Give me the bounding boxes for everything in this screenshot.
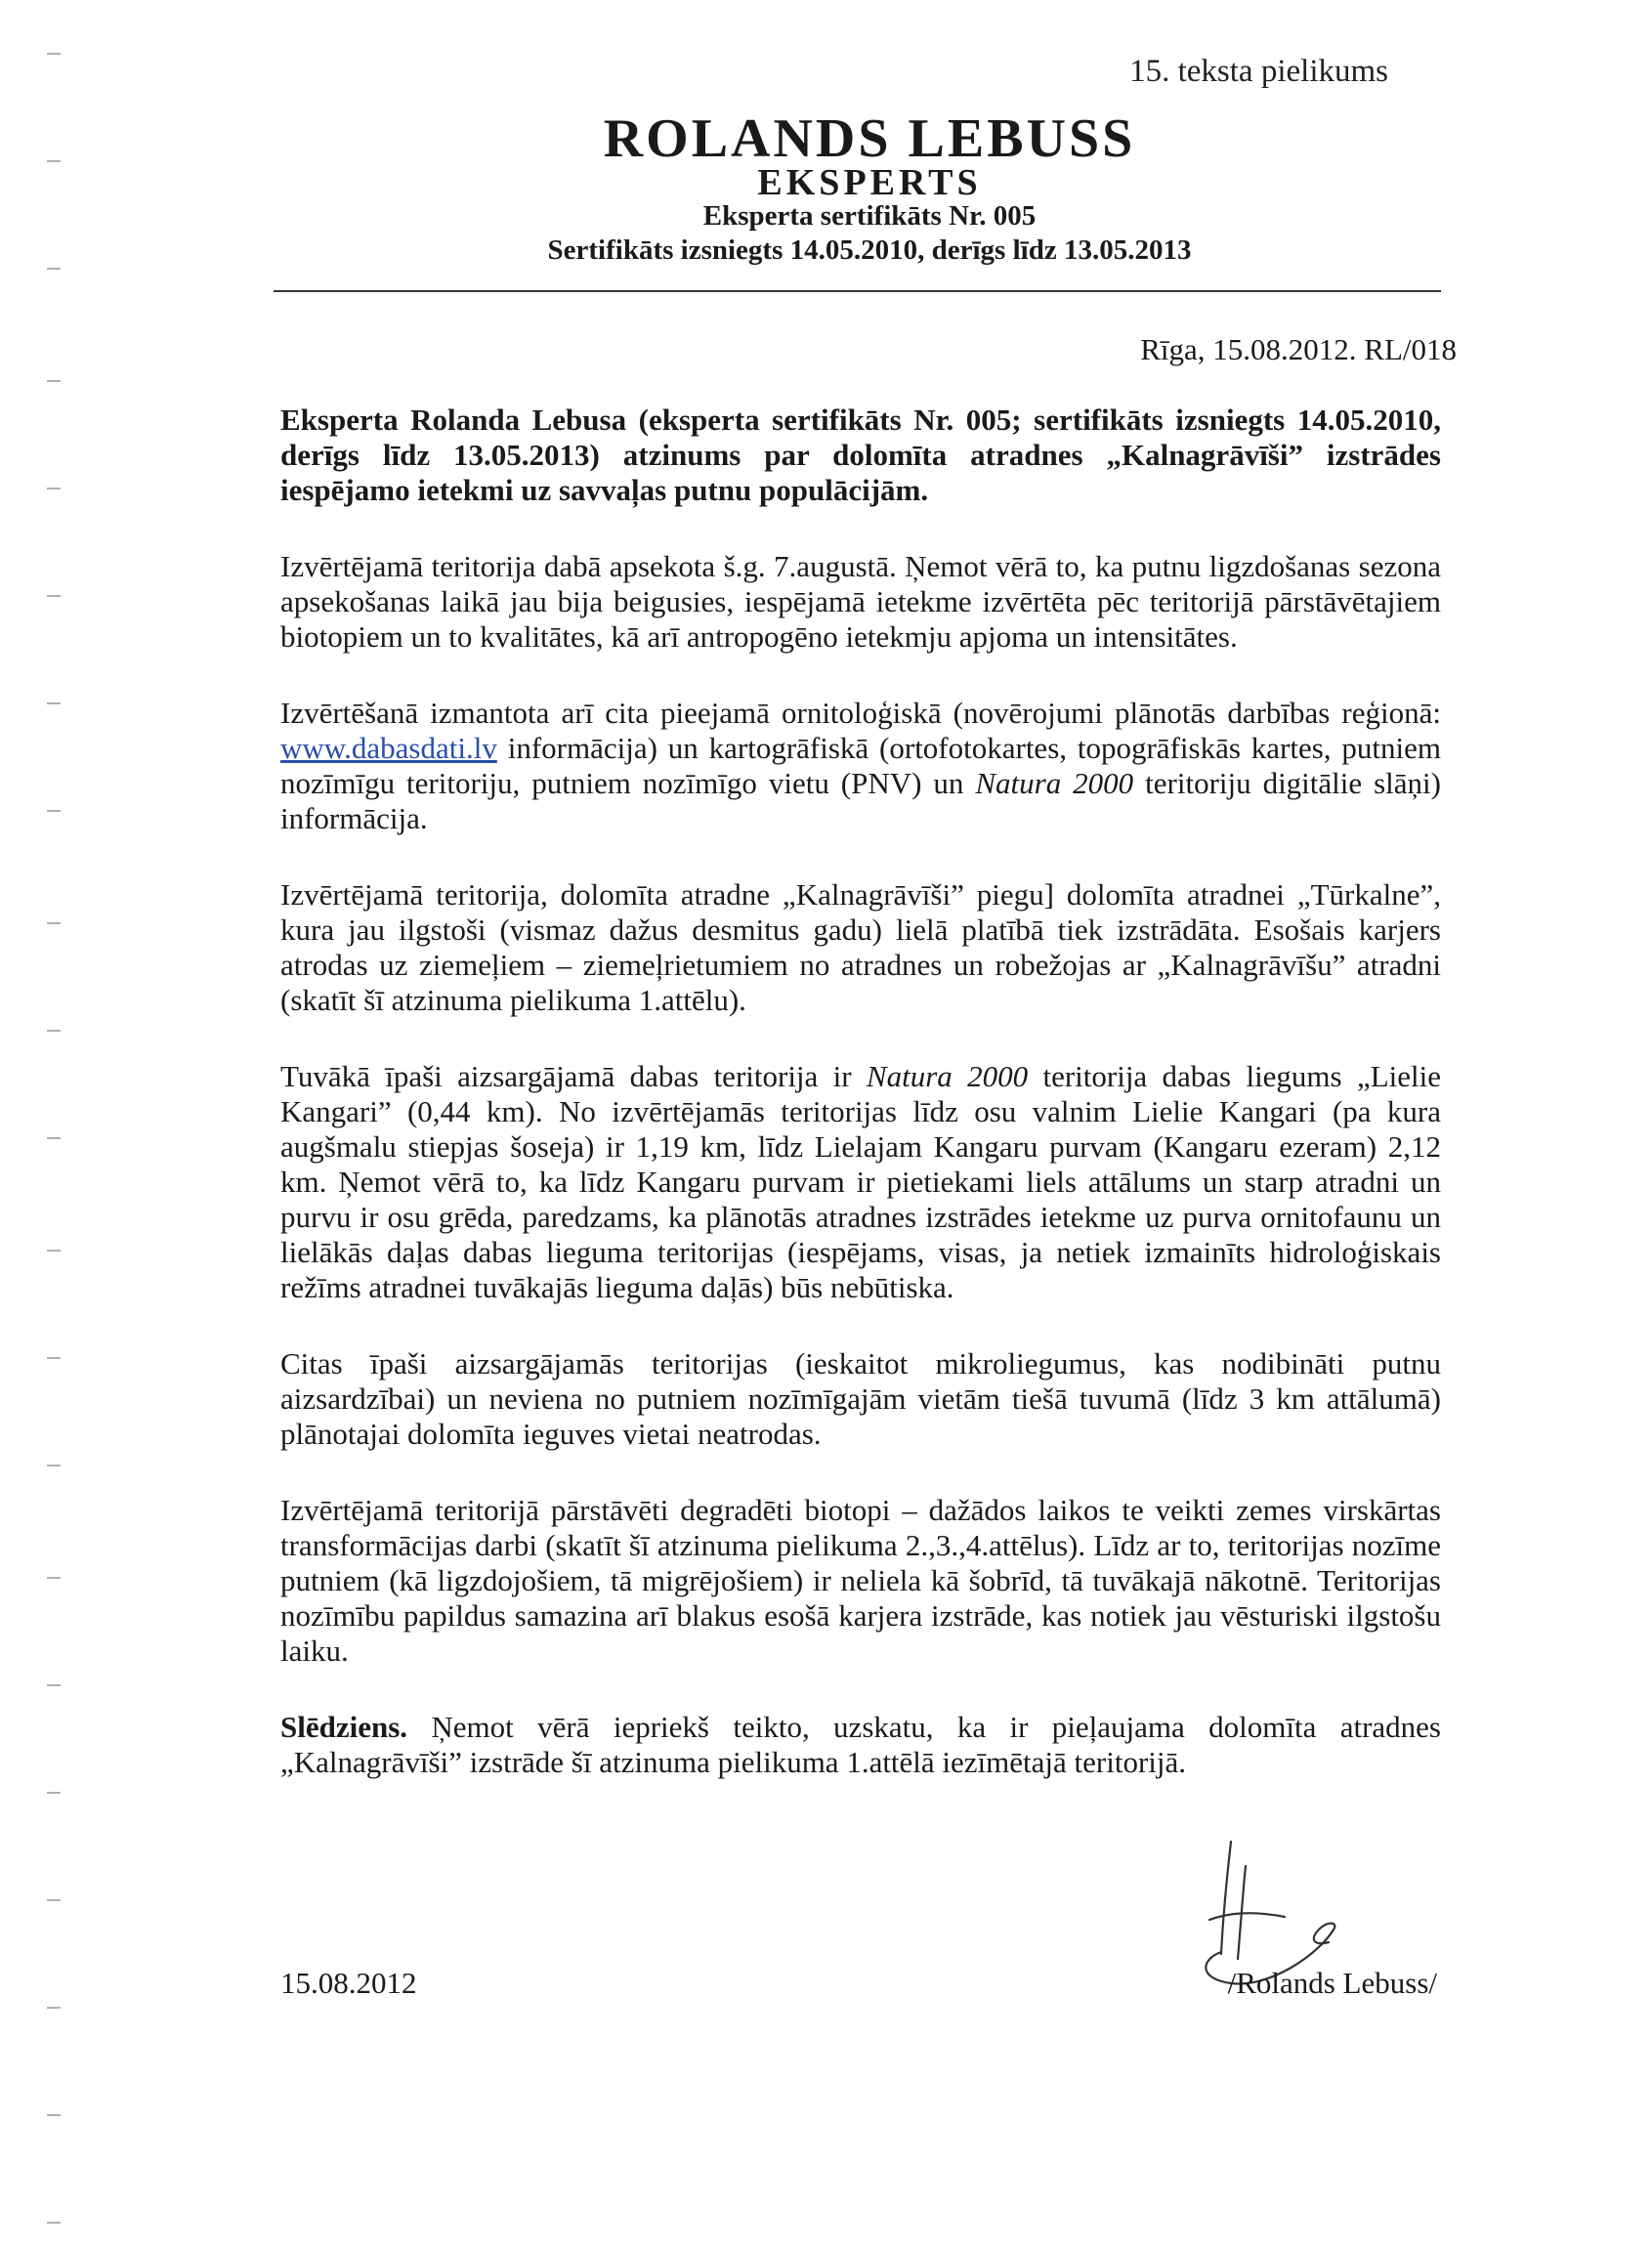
paragraph-other-areas: Citas īpaši aizsargājamās teritorijas (ieskaitot mikroliegumus, kas nodibināti putnu aizsardzībai) un neviena no putniem nozīmīgajām vietām tiešā tuvumā (līdz 3 km attālumā) plānotajai dolomīta ieguves vietai neatrodas.	[280, 1346, 1441, 1451]
paragraph-sources-text-2: informācija) un kartogrāfiskā (ortofotokartes, topogrāfiskās kartes, putniem nozīmīgu teritoriju, putniem nozīmīgo vietu (PNV) un	[280, 731, 1441, 800]
dabasdati-link[interactable]: www.dabasdati.lv	[280, 731, 497, 765]
signatory-name: /Rolands Lebuss/	[1227, 1966, 1437, 2000]
document-body	[280, 403, 1441, 1821]
paragraph-sources-text-1: Izvērtēšanā izmantota arī cita pieejamā ornitoloģiskā (novērojumi plānotās darbības reģionā:	[280, 696, 1441, 730]
paragraph-location: Izvērtējamā teritorija, dolomīta atradne „Kalnagrāvīši” piegu] dolomīta atradnei „Tūrkalne”, kura jau ilgstoši (vismaz dažus desmitus gadu) lielā platībā tiek izstrādāta. Esošais karjers atrodas uz ziemeļiem – ziemeļrietumiem no atradnes un robežojas ar „Kalnagrāvīšu” atradni (skatīt šī atzinuma pielikuma 1.attēlu).	[280, 877, 1441, 1017]
certificate-number: Eksperta sertifikāts Nr. 005	[702, 200, 1037, 232]
conclusion-text: Ņemot vērā iepriekš teikto, uzskatu, ka ir pieļaujama dolomīta atradnes „Kalnagrāvīši” izstrāde šī atzinuma pielikuma 1.attēlā iezīmētajā teritorijā.	[280, 1710, 1441, 1779]
natura-2000-label: Natura 2000	[975, 766, 1134, 800]
header-divider	[274, 290, 1441, 292]
appendix-label: 15. teksta pielikums	[1129, 54, 1388, 89]
paragraph-protected-text-2: teritorija dabas liegums „Lielie Kangari” (0,44 km). No izvērtējamās teritorijas līdz osu valnim Lielie Kangari (pa kura augšmalu stiepjas šoseja) ir 1,19 km, līdz Lielajam Kangaru purvam (Kangaru ezeram) 2,12 km. Ņemot vērā to, ka līdz Kangaru purvam ir pietiekami liels attālums un starp atradni un purvu ir osu grēda, paredzams, ka plānotās atradnes izstrādes ietekme uz purva ornitofaunu un lielākās daļas dabas lieguma teritorijas (iespējams, visas, ja netiek izmainīts hidroloģiskais režīms atradnei tuvākajās lieguma daļās) būs nebūtiska.	[280, 1059, 1442, 1304]
document-title: Eksperta Rolanda Lebusa (eksperta sertifikāts Nr. 005; sertifikāts izsniegts 14.05.2010, derīgs līdz 13.05.2013) atzinums par dolomīta atradnes „Kalnagrāvīši” izstrādes iespējamo ietekmi uz savvaļas putnu populācijām.	[280, 403, 1441, 507]
paragraph-protected-area	[280, 1059, 1441, 1305]
place-date-reference: Rīga, 15.08.2012. RL/018	[1140, 332, 1457, 366]
paragraph-survey: Izvērtējamā teritorija dabā apsekota š.g. 7.augustā. Ņemot vērā to, ka putnu ligzdošanas sezona apsekošanas laikā jau bija beigusies, iespējamā ietekme izvērtēta pēc teritorijā pārstāvētajiem biotopiem un to kvalitātes, kā arī antropogēno ietekmju apjoma un intensitātes.	[280, 549, 1441, 654]
natura-2000-label: Natura 2000	[866, 1059, 1029, 1093]
margin-tick-marks	[0, 0, 98, 2251]
paragraph-biotopes: Izvērtējamā teritorijā pārstāvēti degradēti biotopi – dažādos laikos te veikti zemes virskārtas transformācijas darbi (skatīt šī atzinuma pielikuma 2.,3.,4.attēlus). Līdz ar to, teritorijas nozīme putniem (kā ligzdojošiem, tā migrējošiem) ir neliela kā šobrīd, tā tuvākajā nākotnē. Teritorijas nozīmību papildus samazina arī blakus esošā karjera izstrāde, kas notiek jau vēsturiski ilgstošu laiku.	[280, 1493, 1441, 1668]
signature-date: 15.08.2012	[280, 1966, 417, 2000]
expert-name-heading: ROLANDS LEBUSS	[603, 108, 1136, 169]
conclusion-label: Slēdziens.	[280, 1710, 408, 1744]
paragraph-sources-text-3: teritoriju digitālie slāņi) informācija.	[280, 766, 1441, 835]
paragraph-protected-text-1: Tuvākā īpaši aizsargājamā dabas teritorija ir	[280, 1059, 867, 1093]
certificate-validity: Sertifikāts izsniegts 14.05.2010, derīgs līdz 13.05.2013	[547, 234, 1192, 266]
expert-role-heading: EKSPERTS	[757, 162, 982, 203]
paragraph-sources	[280, 696, 1441, 836]
paragraph-conclusion	[280, 1710, 1441, 1780]
